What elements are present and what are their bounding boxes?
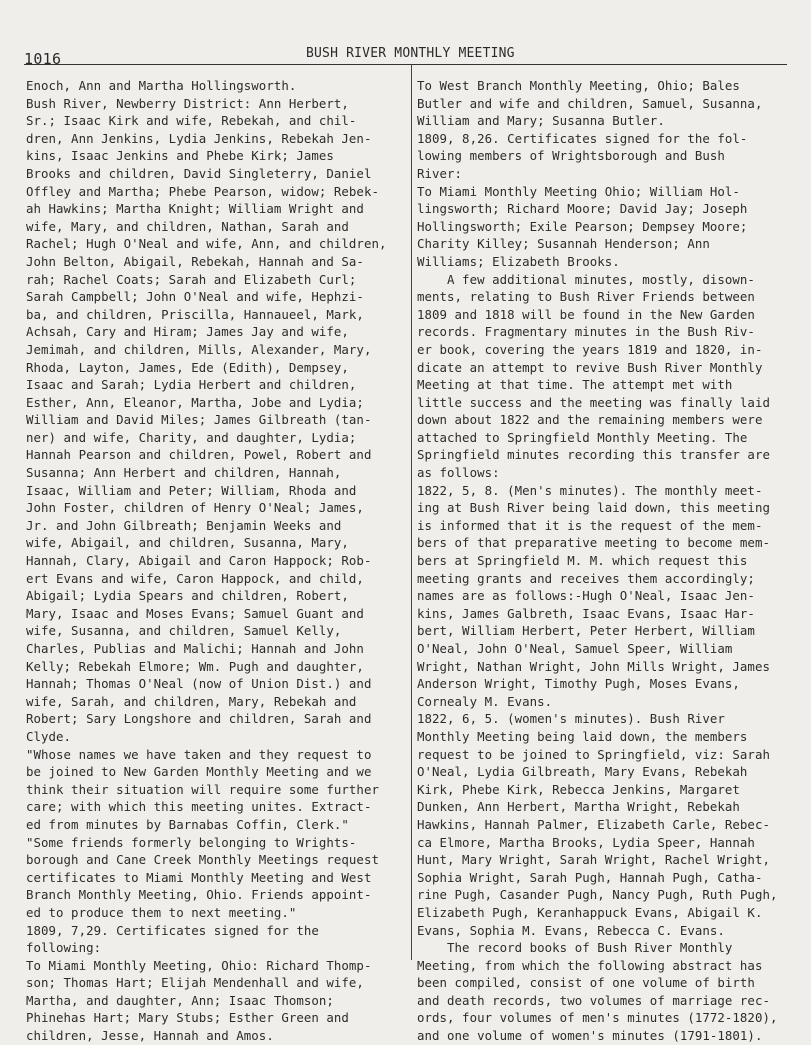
text-line: River:	[417, 165, 463, 181]
text-line: Jemimah, and children, Mills, Alexander, Mary,	[26, 341, 372, 357]
text-line: dren, Ann Jenkins, Lydia Jenkins, Rebekah Jen-	[26, 130, 372, 146]
text-line: Williams; Elizabeth Brooks.	[417, 253, 620, 269]
text-line: To Miami Monthly Meeting, Ohio: Richard Thomp-	[26, 957, 372, 973]
text-line: be joined to New Garden Monthly Meeting and we	[26, 764, 372, 780]
text-line: Charles, Publias and Malichi; Hannah and John	[26, 641, 364, 656]
page-number: 1016	[24, 50, 62, 68]
text-line: following:	[26, 940, 102, 956]
text-line: ing at Bush River being laid down, this meeting	[417, 500, 770, 516]
text-line: John Belton, Abigail, Rebekah, Hannah and Sa-	[26, 253, 364, 269]
text-line: Isaac and Sarah; Lydia Herbert and children,	[26, 377, 357, 393]
text-line: wife, Sarah, and children, Mary, Rebekah and	[26, 693, 357, 709]
text-line: O'Neal, Lydia Gilbreath, Mary Evans, Rebekah	[417, 764, 748, 780]
text-line: Elizabeth Pugh, Keranhappuck Evans, Abigail K.	[417, 904, 763, 920]
text-line: Hannah; Thomas O'Neal (now of Union Dist.) and	[26, 676, 372, 692]
text-line: Hunt, Mary Wright, Sarah Wright, Rachel Wright,	[417, 852, 770, 868]
text-line: The record books of Bush River Monthly	[417, 940, 733, 956]
text-line: children, Jesse, Hannah and Amos.	[26, 1028, 274, 1044]
text-line: think their situation will require some further	[26, 781, 379, 797]
text-line: 1809, 8,26. Certificates signed for the fol-	[417, 130, 748, 146]
text-line: been compiled, consist of one volume of birth	[417, 975, 755, 991]
text-line: down about 1822 and the remaining members were	[417, 412, 763, 428]
text-line: bert, William Herbert, Peter Herbert, William	[417, 623, 755, 639]
text-line: "Whose names we have taken and they request to	[26, 746, 372, 762]
text-line: ner) and wife, Charity, and daughter, Lydia;	[26, 429, 357, 445]
text-line: names are as follows:-Hugh O'Neal, Isaac Jen-	[417, 588, 755, 604]
text-line: ments, relating to Bush River Friends between	[417, 289, 755, 305]
text-line: 1809, 7,29. Certificates signed for the	[26, 922, 319, 938]
text-line: Jr. and John Gilbreath; Benjamin Weeks and	[26, 517, 342, 533]
text-line: Rhoda, Layton, James, Ede (Edith), Dempsey,	[26, 359, 349, 375]
text-line: bers at Springfield M. M. which request this	[417, 553, 748, 569]
text-line: wife, Abigail, and children, Susanna, Mary,	[26, 535, 349, 551]
text-line: Offley and Martha; Phebe Pearson, widow; Rebek-	[26, 183, 379, 199]
text-line: William and Mary; Susanna Butler.	[417, 113, 665, 129]
text-line: Anderson Wright, Timothy Pugh, Moses Evans,	[417, 676, 740, 692]
text-line: is informed that it is the request of the mem-	[417, 517, 763, 533]
text-line: Phinehas Hart; Mary Stubs; Esther Green and	[26, 1010, 349, 1026]
text-line: lingsworth; Richard Moore; David Jay; Joseph	[417, 201, 748, 217]
text-line: Branch Monthly Meeting, Ohio. Friends appoint-	[26, 887, 372, 903]
text-line: Brooks and children, David Singleterry, Daniel	[26, 165, 372, 181]
text-line: Kelly; Rebekah Elmore; Wm. Pugh and daughter,	[26, 658, 364, 674]
text-line: Sr.; Isaac Kirk and wife, Rebekah, and chil-	[26, 113, 357, 129]
right-column	[417, 77, 793, 1045]
text-line: wife, Susanna, and children, Samuel Kelly,	[26, 623, 342, 639]
text-line: ed from minutes by Barnabas Coffin, Clerk."	[26, 816, 349, 832]
text-line: bers of that preparative meeting to become mem-	[417, 535, 770, 551]
text-line: ords, four volumes of men's minutes (1772-1820),	[417, 1010, 778, 1026]
text-line: A few additional minutes, mostly, disown-	[417, 271, 755, 287]
text-line: Springfield minutes recording this transfer are	[417, 447, 770, 463]
text-line: Clyde.	[26, 728, 72, 744]
running-title: BUSH RIVER MONTHLY MEETING	[306, 46, 515, 61]
text-line: and one volume of women's minutes (1791-1801).	[417, 1028, 763, 1044]
text-line: ert Evans and wife, Caron Happock, and child,	[26, 570, 364, 586]
text-line: ed to produce them to next meeting."	[26, 904, 297, 920]
text-line: wife, Mary, and children, Nathan, Sarah and	[26, 218, 349, 234]
text-line: 1822, 6, 5. (women's minutes). Bush River	[417, 711, 725, 727]
text-line: ah Hawkins; Martha Knight; William Wright and	[26, 201, 364, 217]
text-line: Esther, Ann, Eleanor, Martha, Jobe and Lydia;	[26, 394, 364, 410]
text-line: Abigail; Lydia Spears and children, Robert,	[26, 588, 349, 604]
text-line: certificates to Miami Monthly Meeting and West	[26, 869, 372, 885]
text-line: rah; Rachel Coats; Sarah and Elizabeth Curl;	[26, 271, 357, 287]
text-line: Martha, and daughter, Ann; Isaac Thomson;	[26, 992, 334, 1008]
text-line: son; Thomas Hart; Elijah Mendenhall and wife,	[26, 975, 364, 991]
text-line: Kirk, Phebe Kirk, Rebecca Jenkins, Margaret	[417, 781, 740, 797]
left-column	[26, 77, 404, 1045]
text-line: Wright, Nathan Wright, John Mills Wright, James	[417, 658, 770, 674]
text-line: Susanna; Ann Herbert and children, Hannah,	[26, 465, 342, 481]
text-line: request to be joined to Springfield, viz: Sarah	[417, 746, 770, 762]
text-line: er book, covering the years 1819 and 1820, in-	[417, 341, 763, 357]
text-line: little success and the meeting was finally laid	[417, 394, 770, 410]
text-line: Meeting at that time. The attempt met with	[417, 377, 733, 393]
text-line: borough and Cane Creek Monthly Meetings request	[26, 852, 379, 868]
text-line: lowing members of Wrightsborough and Bush	[417, 148, 725, 164]
text-line: Achsah, Cary and Hiram; James Jay and wife,	[26, 324, 349, 340]
text-line: "Some friends formerly belonging to Wrights-	[26, 834, 357, 850]
column-divider	[411, 64, 412, 960]
text-line: and death records, two volumes of marriage rec-	[417, 992, 770, 1008]
text-line: Cornealy M. Evans.	[417, 693, 553, 709]
text-line: Mary, Isaac and Moses Evans; Samuel Guant and	[26, 605, 364, 621]
text-line: Meeting, from which the following abstract has	[417, 957, 763, 973]
text-line: as follows:	[417, 465, 500, 481]
text-line: attached to Springfield Monthly Meeting. The	[417, 429, 748, 445]
text-line: Hollingsworth; Exile Pearson; Dempsey Moore;	[417, 218, 748, 234]
text-line: Sarah Campbell; John O'Neal and wife, Hephzi-	[26, 289, 364, 305]
text-line: records. Fragmentary minutes in the Bush Riv-	[417, 324, 755, 340]
text-line: ca Elmore, Martha Brooks, Lydia Speer, Hannah	[417, 834, 755, 850]
text-line: To Miami Monthly Meeting Ohio; William Hol-	[417, 183, 740, 199]
text-line: Hannah Pearson and children, Powel, Robert and	[26, 447, 372, 463]
text-line: dicate an attempt to revive Bush River Monthly	[417, 359, 763, 375]
text-line: Robert; Sary Longshore and children, Sarah and	[26, 711, 372, 727]
text-line: meeting grants and receives them accordingly;	[417, 570, 755, 586]
text-line: rine Pugh, Casander Pugh, Nancy Pugh, Ruth Pugh,	[417, 887, 778, 903]
text-line: Sophia Wright, Sarah Pugh, Hannah Pugh, Catha-	[417, 869, 763, 885]
text-line: Dunken, Ann Herbert, Martha Wright, Rebekah	[417, 799, 740, 815]
text-line: Rachel; Hugh O'Neal and wife, Ann, and children,	[26, 236, 387, 252]
text-line: kins, Isaac Jenkins and Phebe Kirk; James	[26, 148, 334, 164]
text-line: Butler and wife and children, Samuel, Susanna,	[417, 95, 763, 111]
text-line: 1809 and 1818 will be found in the New Garden	[417, 306, 755, 322]
text-line: kins, James Galbreth, Isaac Evans, Isaac Har-	[417, 605, 755, 621]
text-line: To West Branch Monthly Meeting, Ohio; Bales	[417, 78, 740, 93]
text-line: ba, and children, Priscilla, Hannaueel, Mark,	[26, 306, 364, 322]
text-line: Charity Killey; Susannah Henderson; Ann	[417, 236, 710, 252]
text-line: 1822, 5, 8. (Men's minutes). The monthly meet-	[417, 482, 763, 498]
text-line: care; with which this meeting unites. Extract-	[26, 799, 372, 815]
text-line: Hawkins, Hannah Palmer, Elizabeth Carle, Rebec-	[417, 816, 770, 832]
header-rule	[24, 64, 787, 65]
text-line: O'Neal, John O'Neal, Samuel Speer, William	[417, 641, 733, 656]
text-line: Isaac, William and Peter; William, Rhoda and	[26, 482, 357, 498]
text-line: John Foster, children of Henry O'Neal; James,	[26, 500, 364, 516]
text-line: Evans, Sophia M. Evans, Rebecca C. Evans.	[417, 922, 725, 938]
text-line: Enoch, Ann and Martha Hollingsworth.	[26, 78, 297, 93]
text-line: Hannah, Clary, Abigail and Caron Happock; Rob-	[26, 553, 372, 569]
text-line: Bush River, Newberry District: Ann Herbert,	[26, 95, 349, 111]
text-line: William and David Miles; James Gilbreath (tan-	[26, 412, 372, 428]
text-line: Monthly Meeting being laid down, the members	[417, 728, 748, 744]
